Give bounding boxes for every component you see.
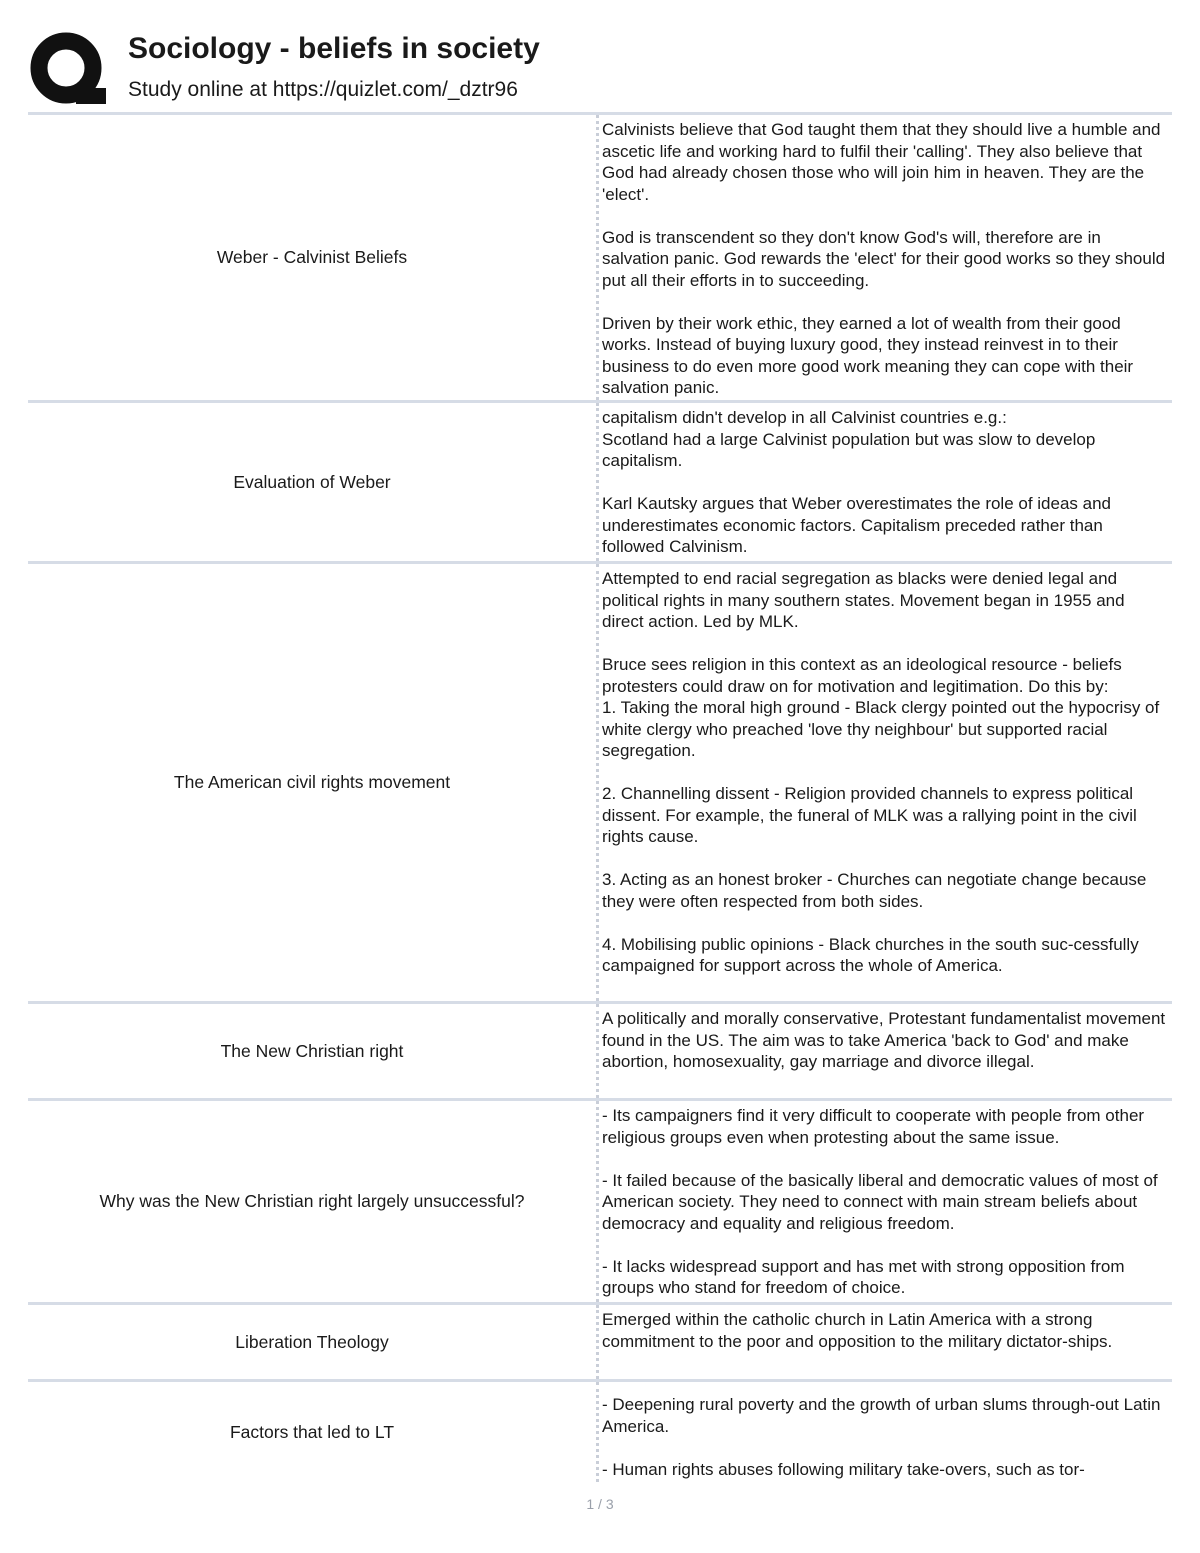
card-definition bbox=[596, 1101, 1172, 1302]
definition-paragraph: Karl Kautsky argues that Weber overestimates the role of ideas and underestimates economic factors. Capitalism preceded rather than followed Calvinism. bbox=[602, 494, 1112, 556]
card-row bbox=[28, 1382, 1172, 1482]
definition-paragraph: Driven by their work ethic, they earned a lot of wealth from their good works. Instead of buying luxury good, they instead reinvest in to their business to do even more good work meaning they can cope with their salvation panic. bbox=[602, 313, 1134, 397]
definition-paragraph: Calvinists believe that God taught them that they should live a humble and ascetic life and working hard to fulfil their 'calling'. They also believe that God had already chosen those who will join him in heaven. They are the 'elect'. bbox=[602, 120, 1161, 204]
page-title: Sociology - beliefs in society bbox=[128, 32, 540, 65]
definition-paragraph: - Deepening rural poverty and the growth of urban slums through-out Latin America. bbox=[602, 1395, 1161, 1436]
definition-paragraph: - Its campaigners find it very difficult to cooperate with people from other religious groups even when protesting about the same issue. bbox=[602, 1106, 1145, 1147]
card-row bbox=[28, 1004, 1172, 1101]
definition-paragraph: Bruce sees religion in this context as an ideological resource - beliefs protesters could draw on for motivation and legitimation. Do this by: 1. Taking the moral high ground - Black clergy pointed out the hypocrisy of white clergy who preached 'love thy neighbour' but supported racial segregation. bbox=[602, 655, 1160, 760]
definition-paragraph: 3. Acting as an honest broker - Churches can negotiate change because they were often respected from both sides. bbox=[602, 870, 1147, 911]
card-term: The New Christian right bbox=[220, 1040, 404, 1061]
definition-paragraph: 4. Mobilising public opinions - Black churches in the south suc-cessfully campaigned for support across the whole of America. bbox=[602, 934, 1139, 975]
card-term: Liberation Theology bbox=[235, 1331, 389, 1352]
card-term: The American civil rights movement bbox=[173, 772, 451, 792]
card-definition bbox=[596, 1382, 1172, 1482]
definition-paragraph: A politically and morally conservative, Protestant fundamentalist movement found in the US. The aim was to take America 'back to God' and make abortion, homosexuality, gay marriage and divorce illegal. bbox=[602, 1009, 1166, 1071]
card-definition bbox=[596, 1004, 1172, 1098]
page-number: 1 / 3 bbox=[586, 1496, 614, 1512]
card-definition bbox=[596, 564, 1172, 1001]
card-term: Evaluation of Weber bbox=[233, 471, 391, 492]
card-definition bbox=[596, 1305, 1172, 1379]
definition-paragraph: Emerged within the catholic church in Latin America with a strong commitment to the poor and opposition to the military dictator-ships. bbox=[602, 1310, 1113, 1351]
card-definition bbox=[596, 115, 1172, 400]
card-row bbox=[28, 1101, 1172, 1305]
definition-paragraph: - It lacks widespread support and has met with strong opposition from groups who stand for freedom of choice. bbox=[602, 1256, 1125, 1297]
definition-paragraph: 2. Channelling dissent - Religion provided channels to express political dissent. For example, the funeral of MLK was a rallying point in the civil rights cause. bbox=[602, 784, 1137, 846]
definition-paragraph: Attempted to end racial segregation as blacks were denied legal and political rights in many southern states. Movement began in 1955 and direct action. Led by MLK. bbox=[602, 569, 1125, 631]
definition-paragraph: - It failed because of the basically liberal and democratic values of most of American society. They need to connect with main stream beliefs about democracy and equality and religious freedom. bbox=[602, 1170, 1158, 1233]
card-row bbox=[28, 564, 1172, 1004]
quizlet-logo-icon bbox=[30, 32, 106, 108]
study-online-link[interactable]: Study online at https://quizlet.com/_dztr96 bbox=[128, 78, 518, 101]
card-row bbox=[28, 403, 1172, 564]
definition-paragraph: capitalism didn't develop in all Calvinist countries e.g.: Scotland had a large Calvinist population but was slow to develop capitalism. bbox=[602, 408, 1096, 470]
card-row bbox=[28, 1305, 1172, 1382]
definition-paragraph: - Human rights abuses following military take-overs, such as tor- bbox=[602, 1459, 1085, 1479]
card-term: Why was the New Christian right largely unsuccessful? bbox=[99, 1191, 525, 1211]
card-definition bbox=[596, 403, 1172, 561]
card-row bbox=[28, 115, 1172, 403]
card-term: Weber - Calvinist Beliefs bbox=[216, 247, 408, 267]
page-header bbox=[28, 28, 1178, 112]
definition-paragraph: God is transcendent so they don't know God's will, therefore are in salvation panic. God rewards the 'elect' for their good works so they should put all their efforts in to succeeding. bbox=[602, 227, 1166, 290]
card-term: Factors that led to LT bbox=[229, 1421, 395, 1442]
flashcard-table bbox=[28, 115, 1172, 1482]
